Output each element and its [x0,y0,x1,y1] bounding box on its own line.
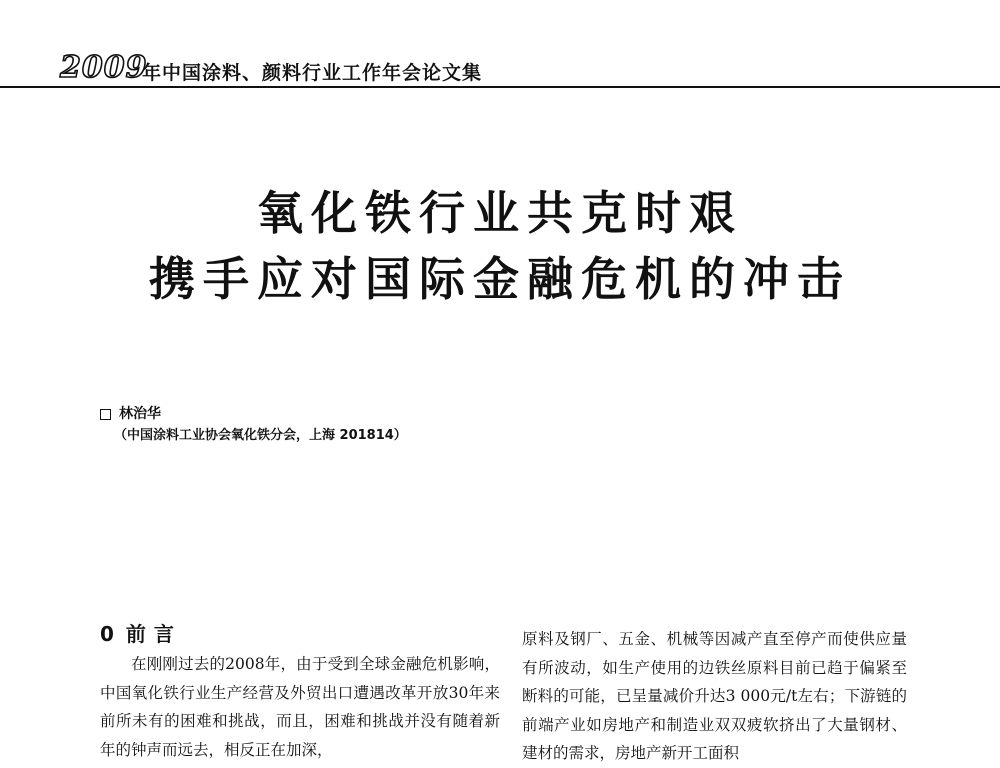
left-column [100,620,500,764]
title-line-2: 携手应对国际金融危机的冲击 [149,252,851,306]
header-title: 年中国涂料、颜料行业工作年会论文集 [142,62,483,84]
article-title [0,180,1000,312]
square-bullet-icon [100,409,111,420]
author-block [100,403,407,447]
section-number: 0 [100,622,114,646]
author-line [100,403,407,425]
title-line-1: 氧化铁行业共克时艰 [257,186,743,240]
author-name: 林治华 [119,406,161,422]
body-paragraph-right: 原料及钢厂、五金、机械等因减产直至停产而使供应量有所波动，如生产使用的边铁丝原料目前已趋于偏紧至断料的可能，已呈量减价升达3 000元/t左右；下游链的前端产业如房地产和制造业双双疲软挤出了大量钢材、建材的需求，房地产新开工面积 [522,630,907,762]
body-paragraph-left: 在刚刚过去的2008年，由于受到全球金融危机影响，中国氧化铁行业生产经营及外贸出口遭遇改革开放30年来前所未有的困难和挑战，而且，困难和挑战并没有随着新年的钟声而远去，相反正在加深， [100,655,500,759]
running-header [0,38,1000,88]
right-column [522,625,907,768]
header-year: 2009 [60,50,148,85]
section-heading [100,620,500,648]
section-title: 前言 [125,622,182,646]
author-affiliation: （中国涂料工业协会氧化铁分会，上海 201814） [114,428,407,443]
header-rule [0,86,1000,88]
